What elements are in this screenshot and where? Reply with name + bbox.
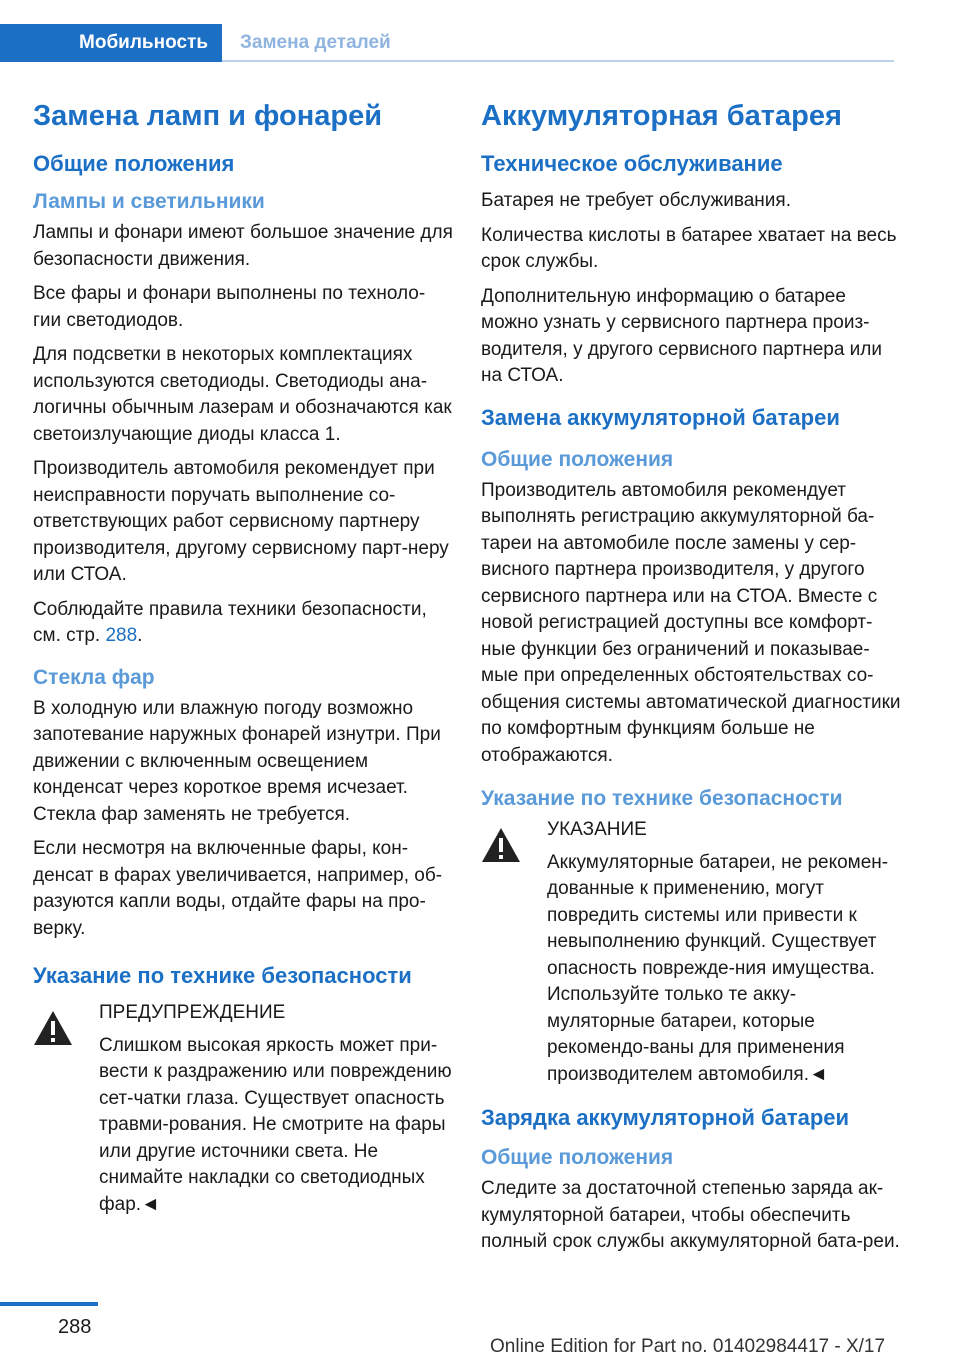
edition-note: Online Edition for Part no. 01402984417 - X/17	[490, 1336, 886, 1357]
warning-triangle-icon	[481, 827, 521, 863]
subheading-general: Общие положения	[481, 1146, 674, 1169]
paragraph-end: .	[137, 625, 143, 646]
paragraph: Все фары и фонари выполнены по техноло-гии светодиодов.	[33, 283, 426, 331]
warning-block	[33, 1000, 453, 1218]
subheading-headlight-glass: Стекла фар	[33, 665, 155, 689]
paragraph: Дополнительную информацию о батарее можно узнать у сервисного партнера произ-водителя, у другого сервисного партнера или на СТОА.	[481, 285, 882, 386]
notice-block	[481, 817, 901, 1088]
page-header	[0, 0, 960, 62]
section-title-battery: Аккумуляторная батарея	[481, 100, 842, 132]
paragraph: Для подсветки в некоторых комплектациях используются светодиоды. Светодиоды ана-логичны обычным лазерам и обозначаются как светоизлучающие диоды класса 1.	[33, 344, 452, 445]
page-link-288[interactable]: 288	[105, 625, 138, 646]
warning-text: Слишком высокая яркость может при-вести к раздражению или повреждению сет-чатки глаза. Существует опасность травми-рования. Не смотрите на фары или другие источники света. Не снимайте накладки со светодиодных фар.◄	[99, 1034, 452, 1215]
paragraph: Лампы и фонари имеют большое значение для безопасности движения.	[33, 222, 453, 270]
paragraph-safety-ref	[33, 597, 453, 650]
notice-text: Аккумуляторные батареи, не рекомен-дованные к применению, могут повредить системы или привести к невыполнению функций. Существует опасность поврежде-ния имущества. Используйте только те акку-муляторные батареи, которые рекомендо-ваны для применения производителем автомобиля.◄	[547, 851, 889, 1085]
heading-safety: Указание по технике безопасности	[33, 963, 412, 988]
page-number: 288	[58, 1316, 92, 1338]
paragraph: Батарея не требует обслуживания.	[481, 190, 791, 211]
header-divider	[222, 60, 894, 62]
paragraph: В холодную или влажную погоду возможно запотевание наружных фонарей изнутри. При движении с включенным освещением конденсат через короткое время исчезает. Стекла фар заменять не требуется.	[33, 697, 441, 825]
tab-mobility[interactable]: Мобильность	[0, 24, 222, 62]
footer-accent-line	[0, 1302, 98, 1306]
right-column	[481, 98, 901, 1264]
tab-parts-replacement[interactable]: Замена деталей	[240, 32, 391, 53]
paragraph: Если несмотря на включенные фары, кон-денсат в фарах увеличивается, например, об-разуются капли воды, отдайте фары на про-верку.	[33, 838, 443, 939]
paragraph: Количества кислоты в батарее хватает на весь срок службы.	[481, 224, 897, 272]
section-title-lamps: Замена ламп и фонарей	[33, 100, 383, 132]
paragraph: Производитель автомобиля рекомендует выполнять регистрацию аккумуляторной ба-тареи на автомобиле после замены у сер-висного партнера производителя, у другого сервисного партнера или на СТОА. Вместе с новой регистрацией доступны все комфорт-ные функции без ограничений и показывае-мые при определенных обстоятельствах со-общения системы автоматической диагностики по комфортным функциям больше не отображаются.	[481, 479, 901, 766]
paragraph: Следите за достаточной степенью заряда ак-кумуляторной батареи, чтобы обеспечить полный срок службы аккумуляторной бата-реи.	[481, 1178, 900, 1252]
subheading-lamps: Лампы и светильники	[33, 190, 265, 213]
notice-label: УКАЗАНИЕ	[547, 819, 647, 840]
left-column	[33, 98, 453, 1226]
warning-label: ПРЕДУПРЕЖДЕНИЕ	[99, 1002, 286, 1023]
subheading-general: Общие положения	[481, 447, 674, 471]
heading-battery-replacement: Замена аккумуляторной батареи	[481, 404, 840, 430]
heading-battery-charging: Зарядка аккумуляторной батареи	[481, 1105, 850, 1130]
subheading-safety: Указание по технике безопасности	[481, 787, 843, 810]
heading-general: Общие положения	[33, 151, 235, 176]
heading-maintenance: Техническое обслуживание	[481, 151, 783, 176]
paragraph-text: Соблюдайте правила техники безопасности, см. стр.	[33, 598, 427, 646]
paragraph: Производитель автомобиля рекомендует при неисправности поручать выполнение со-ответствующих работ сервисному партнеру производителя, другому сервисному парт-неру или СТОА.	[33, 458, 449, 585]
warning-triangle-icon	[33, 1010, 73, 1046]
